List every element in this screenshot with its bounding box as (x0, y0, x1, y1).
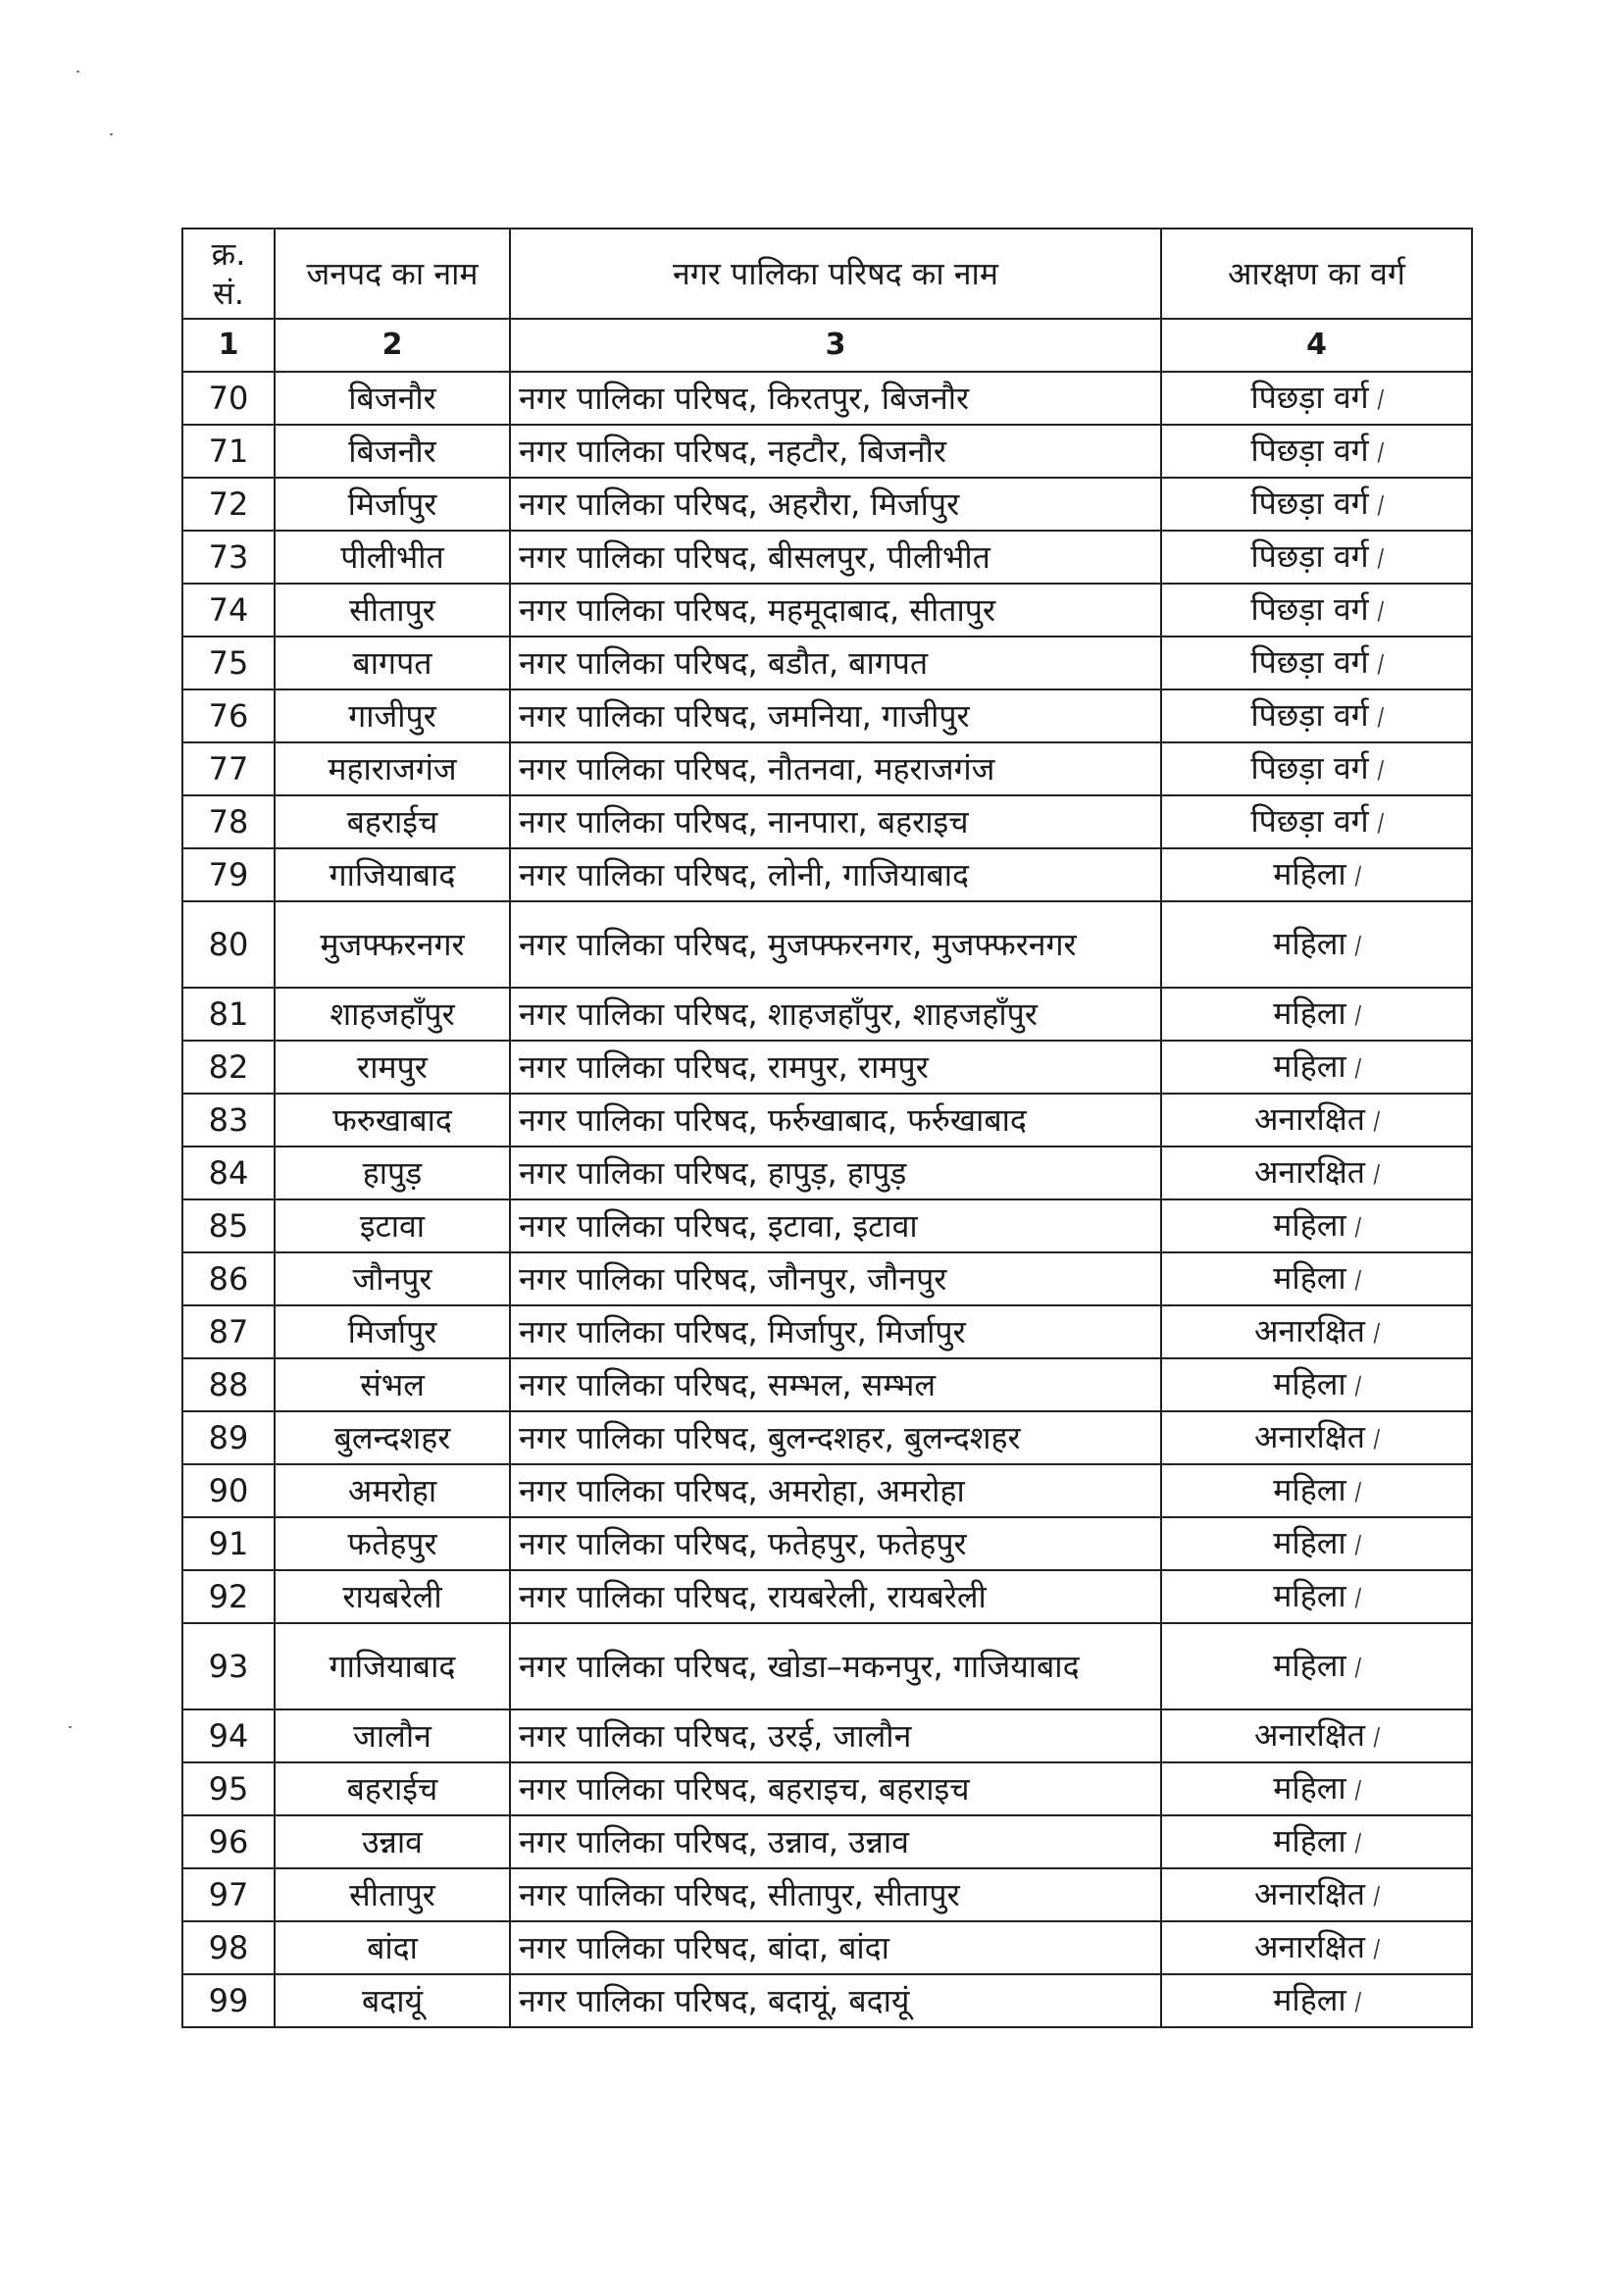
serial-number-cell: 78 (182, 795, 275, 848)
category-label: महिला (1273, 1258, 1346, 1297)
council-name-cell: नगर पालिका परिषद, रामपुर, रामपुर (510, 1041, 1161, 1094)
handwritten-tick-icon: ⁄ (1370, 1425, 1384, 1453)
column-number-row (182, 319, 1472, 372)
table-row (182, 1358, 1472, 1411)
category-label: महिला (1273, 1046, 1346, 1085)
category-label: पिछड़ा वर्ग (1250, 801, 1369, 840)
reservation-category-cell (1161, 425, 1472, 478)
table-row (182, 1411, 1472, 1464)
district-cell: फतेहपुर (275, 1517, 510, 1570)
table-row (182, 795, 1472, 848)
reservation-category-cell (1161, 1464, 1472, 1517)
council-name-cell: नगर पालिका परिषद, महमूदाबाद, सीतापुर (510, 584, 1161, 637)
reservation-category-cell (1161, 1199, 1472, 1252)
handwritten-tick-icon: ⁄ (1374, 650, 1387, 679)
column-number: 2 (275, 319, 510, 372)
reservation-category-cell (1161, 1868, 1472, 1921)
reservation-category-cell (1161, 1517, 1472, 1570)
district-cell: बहराईच (275, 795, 510, 848)
district-cell: सीतापुर (275, 584, 510, 637)
category-label: पिछड़ा वर्ग (1250, 589, 1369, 628)
serial-number-cell: 79 (182, 848, 275, 901)
handwritten-tick-icon: ⁄ (1351, 862, 1364, 891)
council-name-cell: नगर पालिका परिषद, शाहजहाँपुर, शाहजहाँपुर (510, 988, 1161, 1041)
category-label: अनारक्षित (1253, 1099, 1366, 1138)
serial-number-cell: 83 (182, 1094, 275, 1147)
category-label: अनारक्षित (1253, 1927, 1366, 1965)
council-name-cell: नगर पालिका परिषद, अमरोहा, अमरोहा (510, 1464, 1161, 1517)
reservation-table (181, 228, 1473, 2028)
category-label: महिला (1273, 1364, 1346, 1402)
table-row (182, 1094, 1472, 1147)
category-label: महिला (1273, 1523, 1346, 1561)
district-cell: पीलीभीत (275, 531, 510, 584)
serial-number-cell: 74 (182, 584, 275, 637)
handwritten-tick-icon: ⁄ (1351, 1001, 1364, 1030)
category-label: पिछड़ा वर्ग (1250, 431, 1369, 469)
serial-number-cell: 89 (182, 1411, 275, 1464)
council-name-cell: नगर पालिका परिषद, नौतनवा, महराजगंज (510, 742, 1161, 795)
serial-number-cell: 98 (182, 1921, 275, 1974)
reservation-category-cell (1161, 372, 1472, 425)
serial-number-cell: 88 (182, 1358, 275, 1411)
category-label: अनारक्षित (1253, 1152, 1366, 1191)
category-label: महिला (1273, 1768, 1346, 1807)
council-name-cell: नगर पालिका परिषद, बुलन्दशहर, बुलन्दशहर (510, 1411, 1161, 1464)
council-name-cell: नगर पालिका परिषद, हापुड़, हापुड़ (510, 1147, 1161, 1199)
handwritten-tick-icon: ⁄ (1351, 1372, 1364, 1401)
scan-speck (69, 1726, 72, 1728)
column-number: 3 (510, 319, 1161, 372)
district-cell: अमरोहा (275, 1464, 510, 1517)
reservation-category-cell (1161, 1094, 1472, 1147)
category-label: महिला (1273, 924, 1346, 962)
category-label: महिला (1273, 1646, 1346, 1684)
table-body (182, 372, 1472, 2027)
serial-number-cell: 99 (182, 1974, 275, 2027)
column-number: 1 (182, 319, 275, 372)
council-name-cell: नगर पालिका परिषद, किरतपुर, बिजनौर (510, 372, 1161, 425)
district-cell: हापुड़ (275, 1147, 510, 1199)
council-name-cell: नगर पालिका परिषद, सीतापुर, सीतापुर (510, 1868, 1161, 1921)
district-cell: मिर्जापुर (275, 1305, 510, 1358)
district-cell: बहराईच (275, 1762, 510, 1815)
district-cell: फरुखाबाद (275, 1094, 510, 1147)
serial-number-cell: 86 (182, 1252, 275, 1305)
reservation-category-cell (1161, 1411, 1472, 1464)
table-row (182, 478, 1472, 531)
council-name-cell: नगर पालिका परिषद, रायबरेली, रायबरेली (510, 1570, 1161, 1623)
council-name-cell: नगर पालिका परिषद, उन्नाव, उन्नाव (510, 1815, 1161, 1868)
serial-number-cell: 97 (182, 1868, 275, 1921)
table-row (182, 1762, 1472, 1815)
reservation-category-cell (1161, 988, 1472, 1041)
handwritten-tick-icon: ⁄ (1370, 1319, 1384, 1348)
handwritten-tick-icon: ⁄ (1351, 1584, 1364, 1612)
district-cell: बागपत (275, 637, 510, 689)
reservation-category-cell (1161, 1815, 1472, 1868)
table-row (182, 1623, 1472, 1709)
handwritten-tick-icon: ⁄ (1374, 385, 1387, 414)
table-row (182, 1921, 1472, 1974)
table-row (182, 1041, 1472, 1094)
table-row (182, 1147, 1472, 1199)
handwritten-tick-icon: ⁄ (1370, 1160, 1384, 1189)
category-label: महिला (1273, 1576, 1346, 1614)
reservation-category-cell (1161, 1921, 1472, 1974)
table-row (182, 1517, 1472, 1570)
serial-number-cell: 82 (182, 1041, 275, 1094)
table-row (182, 988, 1472, 1041)
reservation-category-cell (1161, 478, 1472, 531)
reservation-category-cell (1161, 1709, 1472, 1762)
district-cell: रायबरेली (275, 1570, 510, 1623)
handwritten-tick-icon: ⁄ (1351, 1531, 1364, 1559)
category-label: अनारक्षित (1253, 1417, 1366, 1455)
header-district: जनपद का नाम (275, 229, 510, 319)
table-row (182, 1199, 1472, 1252)
council-name-cell: नगर पालिका परिषद, इटावा, इटावा (510, 1199, 1161, 1252)
table-row (182, 531, 1472, 584)
table-row (182, 1570, 1472, 1623)
handwritten-tick-icon: ⁄ (1374, 809, 1387, 838)
council-name-cell: नगर पालिका परिषद, लोनी, गाजियाबाद (510, 848, 1161, 901)
table-row (182, 584, 1472, 637)
district-cell: उन्नाव (275, 1815, 510, 1868)
handwritten-tick-icon: ⁄ (1351, 932, 1364, 960)
table-row (182, 901, 1472, 988)
table-row (182, 637, 1472, 689)
category-label: महिला (1273, 1470, 1346, 1508)
category-label: अनारक्षित (1253, 1715, 1366, 1754)
district-cell: सीतापुर (275, 1868, 510, 1921)
district-cell: मिर्जापुर (275, 478, 510, 531)
reservation-category-cell (1161, 1623, 1472, 1709)
serial-number-cell: 94 (182, 1709, 275, 1762)
serial-number-cell: 92 (182, 1570, 275, 1623)
reservation-category-cell (1161, 531, 1472, 584)
reservation-category-cell (1161, 1974, 1472, 2027)
table-row (182, 372, 1472, 425)
category-label: अनारक्षित (1253, 1874, 1366, 1912)
table-row (182, 689, 1472, 742)
category-label: महिला (1273, 994, 1346, 1032)
category-label: महिला (1273, 1821, 1346, 1860)
district-cell: महाराजगंज (275, 742, 510, 795)
district-cell: गाजियाबाद (275, 1623, 510, 1709)
handwritten-tick-icon: ⁄ (1351, 1478, 1364, 1506)
council-name-cell: नगर पालिका परिषद, बडौत, बागपत (510, 637, 1161, 689)
handwritten-tick-icon: ⁄ (1374, 756, 1387, 785)
reservation-category-cell (1161, 1570, 1472, 1623)
district-cell: इटावा (275, 1199, 510, 1252)
table-row (182, 1252, 1472, 1305)
scan-speck (110, 133, 113, 135)
council-name-cell: नगर पालिका परिषद, फतेहपुर, फतेहपुर (510, 1517, 1161, 1570)
serial-number-cell: 95 (182, 1762, 275, 1815)
category-label: पिछड़ा वर्ग (1250, 642, 1369, 681)
table-row (182, 1709, 1472, 1762)
serial-number-cell: 90 (182, 1464, 275, 1517)
handwritten-tick-icon: ⁄ (1351, 1266, 1364, 1295)
council-name-cell: नगर पालिका परिषद, बीसलपुर, पीलीभीत (510, 531, 1161, 584)
reservation-category-cell (1161, 742, 1472, 795)
reservation-category-cell (1161, 901, 1472, 988)
header-category: आरक्षण का वर्ग (1161, 229, 1472, 319)
table-row (182, 848, 1472, 901)
handwritten-tick-icon: ⁄ (1374, 491, 1387, 520)
reservation-category-cell (1161, 1358, 1472, 1411)
district-cell: मुजफ्फरनगर (275, 901, 510, 988)
district-cell: बदायूं (275, 1974, 510, 2027)
district-cell: जालौन (275, 1709, 510, 1762)
header-council: नगर पालिका परिषद का नाम (510, 229, 1161, 319)
council-name-cell: नगर पालिका परिषद, खोडा–मकनपुर, गाजियाबाद (510, 1623, 1161, 1709)
council-name-cell: नगर पालिका परिषद, जौनपुर, जौनपुर (510, 1252, 1161, 1305)
council-name-cell: नगर पालिका परिषद, मुजफ्फरनगर, मुजफ्फरनगर (510, 901, 1161, 988)
handwritten-tick-icon: ⁄ (1374, 597, 1387, 626)
column-number: 4 (1161, 319, 1472, 372)
category-label: महिला (1273, 1205, 1346, 1244)
serial-number-cell: 81 (182, 988, 275, 1041)
council-name-cell: नगर पालिका परिषद, नहटौर, बिजनौर (510, 425, 1161, 478)
district-cell: गाजीपुर (275, 689, 510, 742)
council-name-cell: नगर पालिका परिषद, बदायूं, बदायूं (510, 1974, 1161, 2027)
handwritten-tick-icon: ⁄ (1351, 1654, 1364, 1682)
reservation-category-cell (1161, 584, 1472, 637)
handwritten-tick-icon: ⁄ (1351, 1829, 1364, 1858)
table-header-row (182, 229, 1472, 319)
serial-number-cell: 73 (182, 531, 275, 584)
serial-number-cell: 77 (182, 742, 275, 795)
scan-speck (76, 71, 79, 73)
district-cell: संभल (275, 1358, 510, 1411)
serial-number-cell: 72 (182, 478, 275, 531)
serial-number-cell: 93 (182, 1623, 275, 1709)
reservation-category-cell (1161, 1147, 1472, 1199)
handwritten-tick-icon: ⁄ (1374, 438, 1387, 467)
category-label: पिछड़ा वर्ग (1250, 536, 1369, 575)
district-cell: बिजनौर (275, 425, 510, 478)
handwritten-tick-icon: ⁄ (1351, 1776, 1364, 1805)
council-name-cell: नगर पालिका परिषद, सम्भल, सम्भल (510, 1358, 1161, 1411)
handwritten-tick-icon: ⁄ (1374, 544, 1387, 573)
category-label: पिछड़ा वर्ग (1250, 695, 1369, 734)
reservation-category-cell (1161, 848, 1472, 901)
district-cell: गाजियाबाद (275, 848, 510, 901)
serial-number-cell: 91 (182, 1517, 275, 1570)
serial-number-cell: 85 (182, 1199, 275, 1252)
council-name-cell: नगर पालिका परिषद, बहराइच, बहराइच (510, 1762, 1161, 1815)
district-cell: बुलन्दशहर (275, 1411, 510, 1464)
district-cell: जौनपुर (275, 1252, 510, 1305)
category-label: पिछड़ा वर्ग (1250, 378, 1369, 416)
handwritten-tick-icon: ⁄ (1370, 1935, 1384, 1963)
reservation-category-cell (1161, 1762, 1472, 1815)
category-label: महिला (1273, 854, 1346, 892)
council-name-cell: नगर पालिका परिषद, उरई, जालौन (510, 1709, 1161, 1762)
category-label: पिछड़ा वर्ग (1250, 748, 1369, 787)
handwritten-tick-icon: ⁄ (1370, 1723, 1384, 1752)
district-cell: रामपुर (275, 1041, 510, 1094)
table-row (182, 425, 1472, 478)
handwritten-tick-icon: ⁄ (1370, 1107, 1384, 1136)
serial-number-cell: 84 (182, 1147, 275, 1199)
reservation-category-cell (1161, 1252, 1472, 1305)
district-cell: बिजनौर (275, 372, 510, 425)
category-label: पिछड़ा वर्ग (1250, 484, 1369, 522)
council-name-cell: नगर पालिका परिषद, बांदा, बांदा (510, 1921, 1161, 1974)
table-row (182, 1974, 1472, 2027)
serial-number-cell: 70 (182, 372, 275, 425)
serial-number-cell: 96 (182, 1815, 275, 1868)
serial-number-cell: 76 (182, 689, 275, 742)
serial-number-cell: 87 (182, 1305, 275, 1358)
table-row (182, 742, 1472, 795)
table-row (182, 1464, 1472, 1517)
reservation-category-cell (1161, 1041, 1472, 1094)
district-cell: शाहजहाँपुर (275, 988, 510, 1041)
council-name-cell: नगर पालिका परिषद, मिर्जापुर, मिर्जापुर (510, 1305, 1161, 1358)
reservation-category-cell (1161, 795, 1472, 848)
handwritten-tick-icon: ⁄ (1351, 1054, 1364, 1083)
council-name-cell: नगर पालिका परिषद, अहरौरा, मिर्जापुर (510, 478, 1161, 531)
district-cell: बांदा (275, 1921, 510, 1974)
category-label: अनारक्षित (1253, 1311, 1366, 1350)
council-name-cell: नगर पालिका परिषद, नानपारा, बहराइच (510, 795, 1161, 848)
reservation-category-cell (1161, 689, 1472, 742)
table-row (182, 1815, 1472, 1868)
table-row (182, 1305, 1472, 1358)
council-name-cell: नगर पालिका परिषद, फर्रुखाबाद, फर्रुखाबाद (510, 1094, 1161, 1147)
handwritten-tick-icon: ⁄ (1351, 1213, 1364, 1242)
handwritten-tick-icon: ⁄ (1374, 703, 1387, 732)
handwritten-tick-icon: ⁄ (1370, 1882, 1384, 1911)
serial-number-cell: 75 (182, 637, 275, 689)
reservation-category-cell (1161, 1305, 1472, 1358)
serial-number-cell: 71 (182, 425, 275, 478)
table-row (182, 1868, 1472, 1921)
reservation-category-cell (1161, 637, 1472, 689)
serial-number-cell: 80 (182, 901, 275, 988)
handwritten-tick-icon: ⁄ (1351, 1988, 1364, 2016)
council-name-cell: नगर पालिका परिषद, जमनिया, गाजीपुर (510, 689, 1161, 742)
header-sno: क्र. सं. (182, 229, 275, 319)
category-label: महिला (1273, 1980, 1346, 2018)
